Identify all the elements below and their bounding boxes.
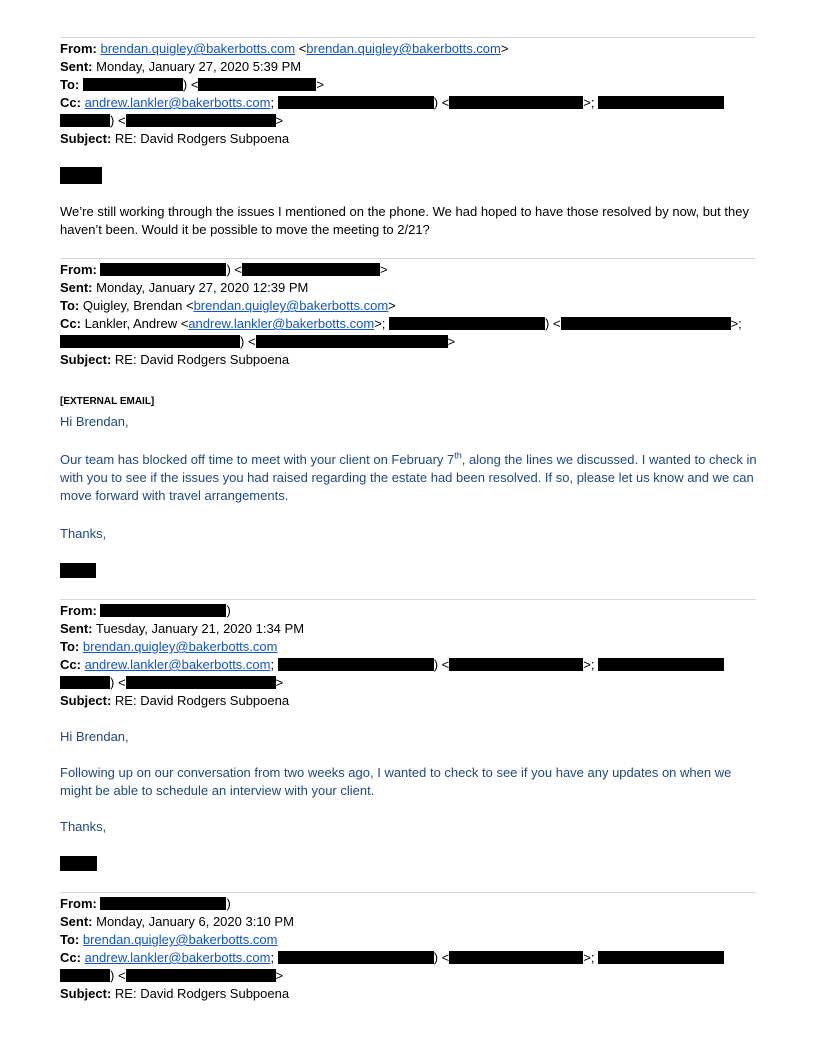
redaction-box bbox=[278, 658, 434, 671]
email2-subject-line: Subject: RE: David Rodgers Subpoena bbox=[60, 352, 290, 367]
email3-closing: Thanks, bbox=[60, 819, 107, 834]
redaction-box bbox=[60, 676, 110, 689]
email2-subject: RE: David Rodgers Subpoena bbox=[114, 352, 290, 367]
email1-subject: RE: David Rodgers Subpoena bbox=[114, 131, 290, 146]
email1-from-line: From: brendan.quigley@bakerbotts.com <brendan.quigley@bakerbotts.com> bbox=[60, 41, 509, 56]
email1-sent-date: Monday, January 27, 2020 5:39 PM bbox=[96, 59, 302, 74]
email4-from-line: From: ) bbox=[60, 896, 231, 911]
redaction-box bbox=[60, 969, 110, 982]
email2-sent-date: Monday, January 27, 2020 12:39 PM bbox=[96, 280, 309, 295]
email3-subject-line: Subject: RE: David Rodgers Subpoena bbox=[60, 693, 290, 708]
email2-cc-line: Cc: Lankler, Andrew <andrew.lankler@bakerbotts.com>; ) < >; bbox=[60, 316, 742, 331]
email3-greeting: Hi Brendan, bbox=[60, 729, 129, 744]
redaction-box bbox=[389, 317, 545, 330]
redaction-box bbox=[242, 263, 380, 276]
email1-from-link[interactable]: brendan.quigley@bakerbotts.com bbox=[100, 41, 296, 56]
email3-to-link[interactable]: brendan.quigley@bakerbotts.com bbox=[82, 639, 278, 654]
email3-sent-line: Sent: Tuesday, January 21, 2020 1:34 PM bbox=[60, 621, 305, 636]
email2-sent-line: Sent: Monday, January 27, 2020 12:39 PM bbox=[60, 280, 309, 295]
email3-body: Following up on our conversation from two weeks ago, I wanted to check to see if you have any updates on when we might be able to schedule an interview with your client. bbox=[60, 765, 732, 798]
redaction-box bbox=[126, 676, 276, 689]
redaction-box bbox=[598, 96, 724, 109]
redaction-box bbox=[598, 658, 724, 671]
redaction-box bbox=[60, 335, 240, 348]
separator-rule bbox=[60, 258, 756, 259]
email3-sent-date: Tuesday, January 21, 2020 1:34 PM bbox=[95, 621, 305, 636]
redaction-box bbox=[598, 951, 724, 964]
email4-sent-line: Sent: Monday, January 6, 2020 3:10 PM bbox=[60, 914, 294, 929]
redaction-box bbox=[100, 897, 226, 910]
signature-redaction bbox=[60, 167, 102, 184]
redaction-box bbox=[256, 335, 448, 348]
email4-to-link[interactable]: brendan.quigley@bakerbotts.com bbox=[82, 932, 278, 947]
email2-greeting: Hi Brendan, bbox=[60, 414, 129, 429]
redaction-box bbox=[126, 114, 276, 127]
redaction-box bbox=[278, 951, 434, 964]
email2-cc-line-2: ) < > bbox=[60, 333, 455, 351]
email4-cc-link[interactable]: andrew.lankler@bakerbotts.com bbox=[84, 950, 271, 965]
email3-subject: RE: David Rodgers Subpoena bbox=[114, 693, 290, 708]
email2-cc-link[interactable]: andrew.lankler@bakerbotts.com bbox=[188, 316, 375, 331]
separator-rule bbox=[60, 599, 756, 600]
email1-sent-line: Sent: Monday, January 27, 2020 5:39 PM bbox=[60, 59, 302, 74]
from-label: From: bbox=[60, 41, 97, 56]
email4-to-line: To: brendan.quigley@bakerbotts.com bbox=[60, 932, 278, 947]
email1-body: We’re still working through the issues I mentioned on the phone. We had hoped to have those resolved by now, but they haven’t been. Would it be possible to move the meeting to 2/21? bbox=[60, 204, 749, 237]
email1-subject-line: Subject: RE: David Rodgers Subpoena bbox=[60, 131, 290, 146]
email1-from-link-2[interactable]: brendan.quigley@bakerbotts.com bbox=[306, 41, 501, 56]
redaction-box bbox=[83, 78, 183, 91]
email4-cc-line-2: ) < > bbox=[60, 967, 283, 985]
email1-cc-line: Cc: andrew.lankler@bakerbotts.com; ) < >; bbox=[60, 94, 724, 112]
separator-rule bbox=[60, 37, 756, 38]
signature-redaction bbox=[60, 856, 97, 871]
redaction-box bbox=[198, 78, 316, 91]
email1-to-line: To: ) < > bbox=[60, 77, 325, 92]
redaction-box bbox=[100, 604, 226, 617]
external-email-tag: [EXTERNAL EMAIL] bbox=[60, 396, 155, 407]
email3-from-line: From: ) bbox=[60, 603, 231, 618]
email3-to-line: To: brendan.quigley@bakerbotts.com bbox=[60, 639, 278, 654]
email2-body: Our team has blocked off time to meet with your client on February 7th, along the lines we discussed. I wanted to check in with you to see if the issues you had raised regarding the estate had been resolved. If so, please let us know and we can move forward with travel arrangements. bbox=[60, 450, 757, 503]
email2-to-link[interactable]: brendan.quigley@bakerbotts.com bbox=[193, 298, 389, 313]
signature-redaction bbox=[60, 563, 96, 578]
redaction-box bbox=[449, 951, 583, 964]
email4-sent-date: Monday, January 6, 2020 3:10 PM bbox=[96, 914, 294, 929]
redaction-box bbox=[60, 114, 110, 127]
email3-cc-line-2: ) < > bbox=[60, 674, 283, 692]
email1-cc-line-2: ) < > bbox=[60, 112, 283, 130]
email4-subject-line: Subject: RE: David Rodgers Subpoena bbox=[60, 986, 290, 1001]
email4-cc-line: Cc: andrew.lankler@bakerbotts.com; ) < >; bbox=[60, 949, 724, 967]
email4-subject: RE: David Rodgers Subpoena bbox=[114, 986, 290, 1001]
email3-cc-line: Cc: andrew.lankler@bakerbotts.com; ) < >; bbox=[60, 656, 724, 674]
redaction-box bbox=[561, 317, 731, 330]
redaction-box bbox=[126, 969, 276, 982]
redaction-box bbox=[278, 96, 434, 109]
redaction-box bbox=[449, 96, 583, 109]
email3-cc-link[interactable]: andrew.lankler@bakerbotts.com bbox=[84, 657, 271, 672]
email1-cc-link[interactable]: andrew.lankler@bakerbotts.com bbox=[84, 95, 271, 110]
email2-from-line: From: ) < > bbox=[60, 262, 388, 277]
redaction-box bbox=[449, 658, 583, 671]
email2-closing: Thanks, bbox=[60, 526, 107, 541]
email2-to-line: To: Quigley, Brendan <brendan.quigley@bakerbotts.com> bbox=[60, 298, 396, 313]
separator-rule bbox=[60, 892, 756, 893]
redaction-box bbox=[100, 263, 226, 276]
